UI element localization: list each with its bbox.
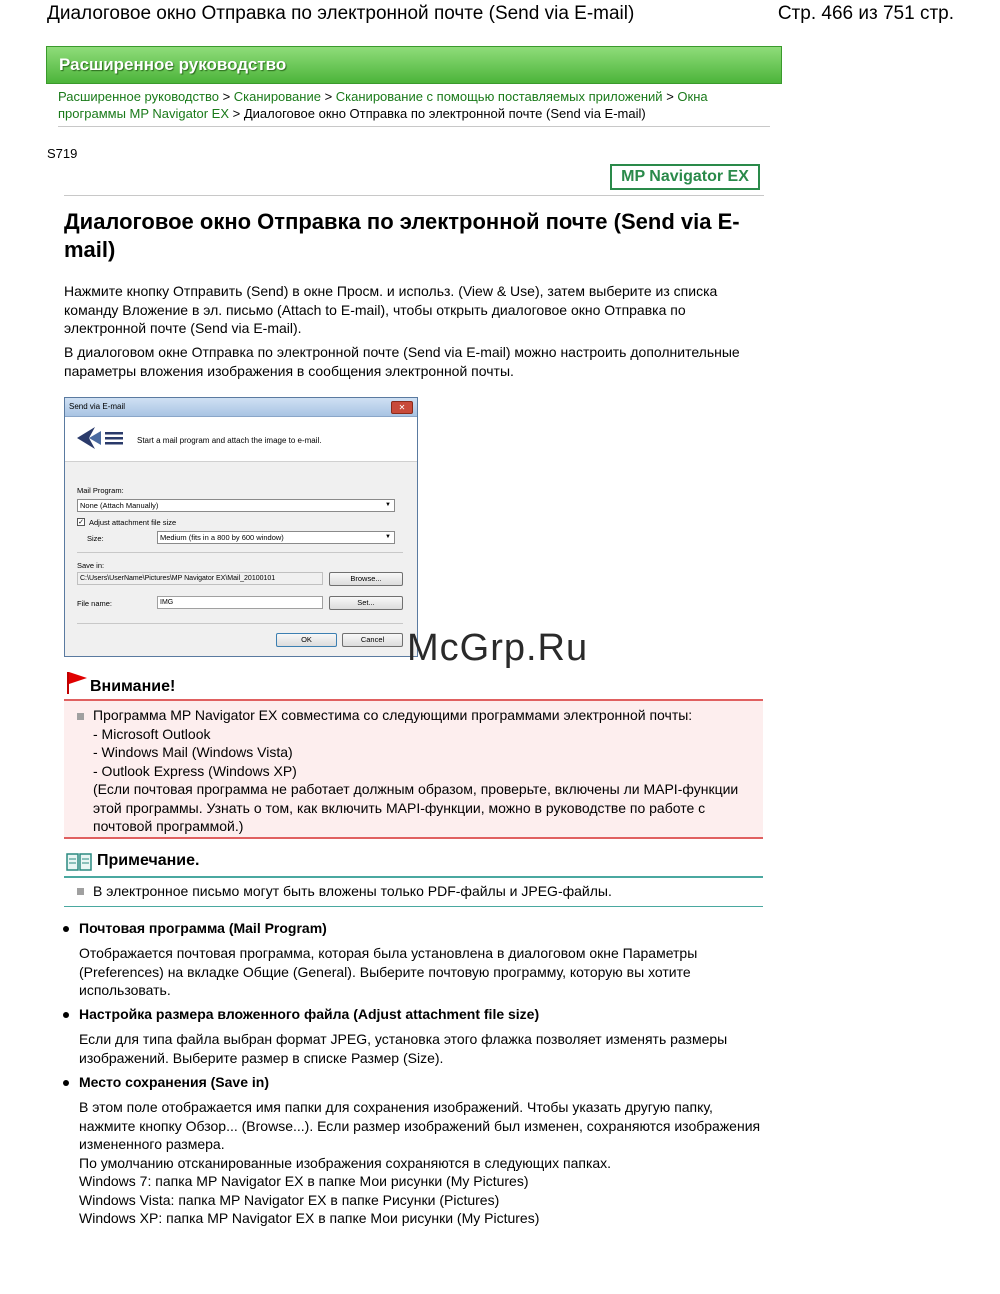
note-heading: Примечание. <box>97 852 200 869</box>
adjust-size-checkbox[interactable]: ✓ <box>78 519 84 526</box>
breadcrumb-separator: > <box>666 89 674 104</box>
bullet-dot <box>63 1012 69 1018</box>
section-banner <box>46 46 782 84</box>
breadcrumb-divider <box>58 126 770 127</box>
save-in-default-item: Windows Vista: папка MP Navigator EX в папке Рисунки (Pictures) <box>79 1191 500 1208</box>
breadcrumb-link-scanning-apps[interactable]: Сканирование с помощью поставляемых приложений <box>335 89 663 104</box>
caution-item: - Outlook Express (Windows XP) <box>93 762 297 779</box>
dialog-divider <box>77 623 403 624</box>
size-select[interactable] <box>157 531 395 544</box>
intro-paragraph-1: Нажмите кнопку Отправить (Send) в окне Просм. и использ. (View & Use), затем выберите из списка команду Вложение в эл. письмо (Attach to E-mail), чтобы открыть диалоговое окно Отправка по электронной почте (Send via E-mail). <box>64 283 718 336</box>
page-code: S719 <box>47 146 78 161</box>
dialog-header <box>65 417 417 462</box>
breadcrumb-link-mp-navigator-windows[interactable]: Окна программы MP Navigator EX <box>58 89 708 121</box>
breadcrumb-link-advanced-guide[interactable]: Расширенное руководство <box>58 89 219 104</box>
caution-item: - Windows Mail (Windows Vista) <box>93 744 293 760</box>
breadcrumb-separator: > <box>222 89 231 104</box>
note-divider <box>64 876 763 878</box>
term-mail-program: Почтовая программа (Mail Program) <box>79 920 327 936</box>
send-email-icon <box>75 425 127 451</box>
send-via-email-dialog <box>64 397 418 657</box>
breadcrumb-link-scanning[interactable]: Сканирование <box>233 89 321 104</box>
browse-button[interactable]: Browse... <box>329 572 403 586</box>
file-name-input[interactable]: IMG <box>157 596 323 609</box>
desc-adjust-size: Если для типа файла выбран формат JPEG, установка этого флажка позволяет изменять размеры изображений. Выберите размер в списке Размер (Size). <box>79 1031 728 1066</box>
mail-program-value: None (Attach Manually) <box>80 501 159 510</box>
file-name-label: File name: <box>77 599 113 608</box>
dialog-titlebar <box>65 398 417 417</box>
bullet-dot <box>63 926 69 932</box>
bullet-dot <box>63 1080 69 1086</box>
save-in-label: Save in: <box>77 561 105 570</box>
term-save-in: Место сохранения (Save in) <box>79 1074 269 1090</box>
save-in-defaults-intro: По умолчанию отсканированные изображения сохраняются в следующих папках. <box>79 1154 612 1171</box>
document-header-title: Диалоговое окно Отправка по электронной почте (Send via E-mail) <box>47 3 635 24</box>
mail-program-select[interactable] <box>77 499 395 512</box>
chevron-down-icon: ▼ <box>385 534 391 540</box>
intro-paragraph-2: В диалоговом окне Отправка по электронной почте (Send via E-mail) можно настроить дополнительные параметры вложения изображения в сообщения электронной почты. <box>64 344 740 379</box>
ok-button[interactable]: OK <box>276 633 337 647</box>
red-flag-icon <box>66 671 88 695</box>
save-in-text: В этом поле отображается имя папки для сохранения изображений. Чтобы указать другую папку, нажмите кнопку Обзор... (Browse...). Если размер изображений был изменен, сохраняются изображения измененного размера. <box>79 1099 761 1152</box>
size-label: Size: <box>87 534 104 543</box>
product-badge <box>610 164 760 190</box>
breadcrumb <box>58 88 768 122</box>
breadcrumb-separator: > <box>324 89 333 104</box>
title-divider <box>64 195 764 196</box>
close-icon[interactable]: ✕ <box>391 401 413 414</box>
adjust-size-label: Adjust attachment file size <box>89 518 177 527</box>
save-in-default-item: Windows XP: папка MP Navigator EX в папке Мои рисунки (My Pictures) <box>79 1210 540 1226</box>
book-icon <box>66 852 92 872</box>
chevron-down-icon: ▼ <box>385 502 391 508</box>
dialog-divider <box>77 552 403 553</box>
caution-heading: Внимание! <box>90 678 176 695</box>
size-value: Medium (fits in a 800 by 600 window) <box>160 533 284 542</box>
mail-program-label: Mail Program: <box>77 486 124 495</box>
save-in-field: C:\Users\UserName\Pictures\MP Navigator EX\Mail_20100101 <box>77 572 323 585</box>
caution-box <box>64 699 763 839</box>
dialog-description: Start a mail program and attach the image to e-mail. <box>137 436 322 445</box>
caution-item: - Microsoft Outlook <box>93 725 211 742</box>
set-button[interactable]: Set... <box>329 596 403 610</box>
breadcrumb-separator: > <box>232 106 241 121</box>
dialog-title: Send via E-mail <box>69 402 126 411</box>
caution-note: (Если почтовая программа не работает должным образом, проверьте, включены ли MAPI-функции этой программы. Узнать о том, как включить MAPI-функции, можно в руководстве по работе с почтовой программой.) <box>93 781 739 834</box>
save-in-default-item: Windows 7: папка MP Navigator EX в папке Мои рисунки (My Pictures) <box>79 1173 529 1189</box>
cancel-button[interactable]: Cancel <box>342 633 403 647</box>
watermark: McGrp.Ru <box>407 627 589 669</box>
note-text: В электронное письмо могут быть вложены только PDF-файлы и JPEG-файлы. <box>93 883 612 899</box>
desc-save-in <box>79 1098 769 1228</box>
page-number: Стр. 466 из 751 стр. <box>777 3 954 24</box>
caution-lead: Программа MP Navigator EX совместима со следующими программами электронной почты: <box>93 707 693 723</box>
term-adjust-size: Настройка размера вложенного файла (Adjust attachment file size) <box>79 1006 540 1022</box>
product-badge-label: MP Navigator EX <box>621 168 749 185</box>
note-divider <box>64 906 763 907</box>
caution-text <box>93 706 743 836</box>
breadcrumb-current: Диалоговое окно Отправка по электронной почте (Send via E-mail) <box>243 106 646 121</box>
bullet-square <box>77 888 84 895</box>
bullet-square <box>77 713 84 720</box>
page-title: Диалоговое окно Отправка по электронной почте (Send via E-mail) <box>64 209 740 262</box>
section-banner-label: Расширенное руководство <box>59 55 287 74</box>
desc-mail-program: Отображается почтовая программа, которая была установлена в диалоговом окне Параметры (Preferences) на вкладке Общие (General). Выберите почтовую программу, которую вы хотите использовать. <box>79 945 698 998</box>
